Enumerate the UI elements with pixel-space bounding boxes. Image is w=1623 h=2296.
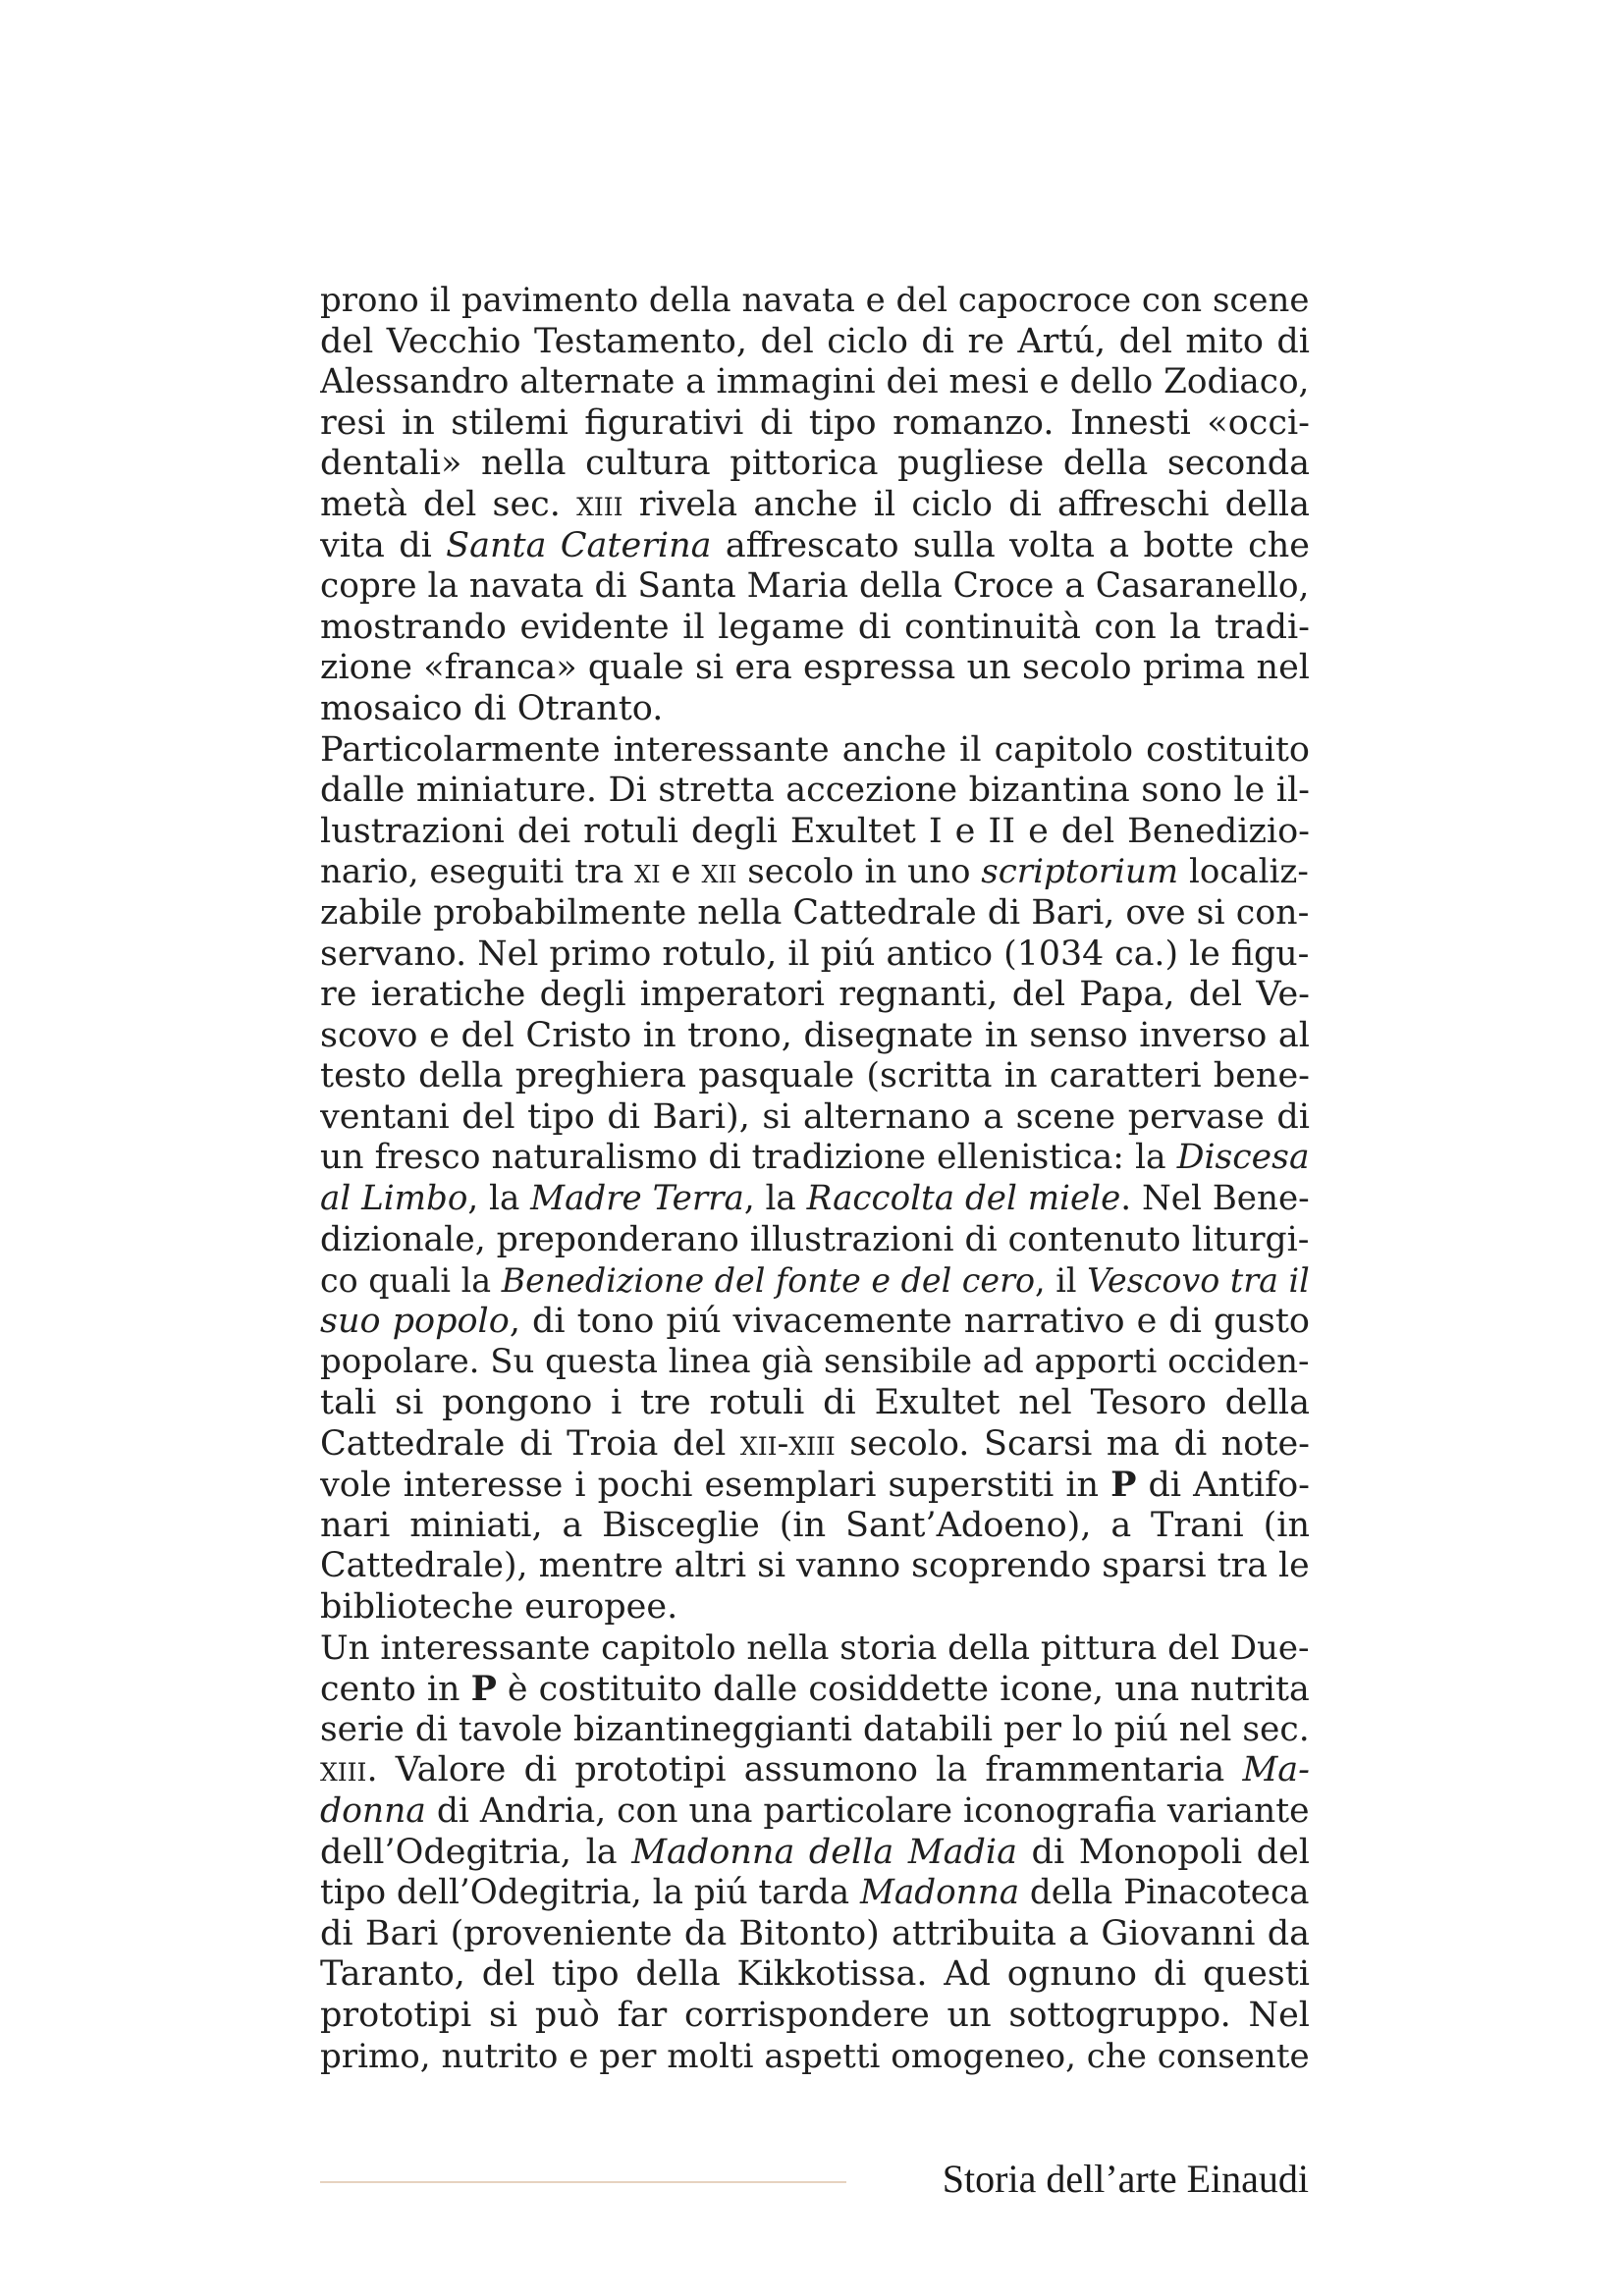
text-line (320, 1546, 1310, 1587)
text-line (320, 1342, 1310, 1383)
italic-text: Ma- (1242, 1750, 1310, 1790)
text-segment: di Andria, con una particolare iconografia variante (425, 1790, 1310, 1831)
text-line (320, 934, 1310, 976)
text-segment: copre la navata di Santa Maria della Croce a Casaranello, (320, 566, 1310, 607)
small-caps-text: xii (701, 852, 737, 892)
text-segment: è costituito dalle cosiddette icone, una nutrita (496, 1670, 1310, 1710)
text-line (320, 1056, 1310, 1097)
text-segment: e (660, 852, 702, 892)
text-segment: Un interessante capitolo nella storia della pittura del Due- (320, 1628, 1310, 1668)
text-segment: Particolarmente interessante anche il capitolo costituito (320, 729, 1310, 770)
italic-text: Vescovo tra il (1087, 1261, 1310, 1301)
small-caps-text: xi (634, 852, 661, 892)
text-line (320, 1465, 1310, 1506)
text-segment: , il (1035, 1261, 1088, 1301)
text-segment: di Bari (proveniente da Bitonto) attribuita a Giovanni da (320, 1913, 1310, 1953)
text-segment: testo della preghiera pasquale (scritta in caratteri bene- (320, 1056, 1310, 1096)
footer-rule (320, 2181, 846, 2183)
small-caps-text: xiii (576, 484, 623, 524)
text-line (320, 1383, 1310, 1424)
text-segment: metà del sec. (320, 484, 577, 524)
text-segment: nari miniati, a Bisceglie (in Sant’Adoeno), a Trani (in (320, 1505, 1310, 1545)
text-line (320, 1914, 1310, 1955)
text-segment: zione «franca» quale si era espressa un secolo prima nel (320, 648, 1310, 688)
text-line (320, 1791, 1310, 1833)
text-segment: dalle miniature. Di stretta accezione bizantina sono le il- (320, 771, 1310, 811)
text-segment: popolare. Su questa linea già sensibile ad apporti occiden- (320, 1343, 1310, 1382)
text-line (320, 1506, 1310, 1547)
text-line (320, 526, 1310, 567)
text-segment: della Pinacoteca (1019, 1873, 1310, 1913)
italic-text: Madonna (859, 1873, 1020, 1913)
text-segment: rivela anche il ciclo di affreschi della (622, 484, 1310, 524)
body-text (320, 281, 1310, 2077)
text-segment: . Valore di prototipi assumono la frammentaria (366, 1750, 1243, 1790)
text-line (320, 1220, 1310, 1261)
text-segment: localiz- (1178, 852, 1309, 892)
text-line (320, 1016, 1310, 1057)
text-segment: primo, nutrito e per molti aspetti omogeneo, che consente (320, 2036, 1310, 2076)
text-segment: un fresco naturalismo di tradizione ellenistica: la (320, 1138, 1177, 1178)
text-line (320, 362, 1310, 403)
text-line (320, 1424, 1310, 1466)
text-line (320, 1302, 1310, 1343)
text-line (320, 648, 1310, 689)
text-segment: secolo in uno (736, 852, 982, 892)
text-segment: dizionale, preponderano illustrazioni di contenuto liturgi- (320, 1219, 1310, 1259)
text-segment: dell’Odegitria, la (320, 1832, 632, 1872)
text-line (320, 608, 1310, 649)
text-segment: ventani del tipo di Bari), si alternano a scene pervase di (320, 1096, 1310, 1137)
bold-text: P (470, 1669, 497, 1710)
text-segment: biblioteche europee. (320, 1587, 678, 1627)
text-line (320, 1710, 1310, 1751)
text-line (320, 566, 1310, 608)
text-segment: di Monopoli del (1017, 1832, 1310, 1872)
text-line (320, 1873, 1310, 1914)
text-line (320, 1750, 1310, 1791)
text-segment: tali si pongono i tre rotuli di Exultet nel Tesoro della (320, 1383, 1310, 1423)
text-segment: del Vecchio Testamento, del ciclo di re Artú, del mito di (320, 321, 1310, 361)
text-line (320, 689, 1310, 730)
text-segment: , la (467, 1179, 531, 1219)
text-line (320, 1587, 1310, 1629)
text-line (320, 1629, 1310, 1670)
italic-text: scriptorium (981, 852, 1179, 892)
italic-text: Discesa (1176, 1138, 1310, 1178)
italic-text: donna (320, 1790, 426, 1831)
text-segment: nario, eseguiti tra (320, 852, 635, 892)
small-caps-text: xii-xiii (739, 1423, 836, 1464)
text-line (320, 893, 1310, 934)
text-segment: mosaico di Otranto. (320, 688, 664, 728)
text-segment: servano. Nel primo rotulo, il piú antico (1034 ca.) le figu- (320, 934, 1310, 974)
text-segment: vita di (320, 525, 447, 565)
text-segment: dentali» nella cultura pittorica pugliese della seconda (320, 444, 1310, 484)
text-line (320, 1833, 1310, 1874)
text-segment: . Nel Bene- (1120, 1179, 1310, 1219)
text-line (320, 1260, 1310, 1302)
text-line (320, 1996, 1310, 2037)
text-segment: secolo. Scarsi ma di note- (835, 1423, 1310, 1464)
italic-text: Madre Terra (530, 1179, 744, 1219)
text-line (320, 1097, 1310, 1139)
italic-text: Santa Caterina (446, 525, 712, 565)
text-segment: Alessandro alternate a immagini dei mesi e dello Zodiaco, (320, 362, 1310, 402)
text-segment: co quali la (320, 1261, 502, 1301)
text-line (320, 1138, 1310, 1179)
text-line (320, 322, 1310, 363)
text-segment: zabile probabilmente nella Cattedrale di Bari, ove si con- (320, 892, 1310, 933)
text-line (320, 771, 1310, 812)
text-segment: Cattedrale di Troia del (320, 1423, 740, 1464)
italic-text: Raccolta del miele (806, 1179, 1121, 1219)
text-segment: mostrando evidente il legame di continuità con la tradi- (320, 607, 1310, 647)
text-line (320, 1179, 1310, 1220)
text-segment: cento in (320, 1670, 471, 1710)
text-line (320, 1669, 1310, 1710)
text-segment: Taranto, del tipo della Kikkotissa. Ad ognuno di questi (320, 1954, 1310, 1995)
text-line (320, 1954, 1310, 1996)
text-line (320, 444, 1310, 485)
text-segment: resi in stilemi figurativi di tipo romanzo. Innesti «occi- (320, 402, 1310, 443)
text-segment: , di tono piú vivacemente narrativo e di gusto (509, 1301, 1310, 1341)
text-segment: prototipi si può far corrispondere un sottogruppo. Nel (320, 1995, 1310, 2035)
text-segment: serie di tavole bizantineggianti databili per lo piú nel sec. (320, 1709, 1310, 1749)
text-line (320, 2037, 1310, 2078)
italic-text: Benedizione del fonte e del cero (501, 1261, 1036, 1301)
text-segment: vole interesse i pochi esemplari superstiti in (320, 1466, 1111, 1506)
text-segment: Cattedrale), mentre altri si vanno scoprendo sparsi tra le (320, 1546, 1310, 1586)
italic-text: suo popolo (320, 1301, 510, 1341)
italic-text: al Limbo (320, 1179, 468, 1219)
footer-title: Storia dell’arte Einaudi (942, 2157, 1309, 2201)
text-segment: affrescato sulla volta a botte che (711, 525, 1310, 565)
text-line (320, 403, 1310, 445)
bold-text: P (1110, 1465, 1137, 1506)
italic-text: Madonna della Madia (631, 1832, 1017, 1872)
text-line (320, 812, 1310, 853)
text-segment: scovo e del Cristo in trono, disegnate in senso inverso al (320, 1015, 1310, 1055)
text-segment: re ieratiche degli imperatori regnanti, del Papa, del Ve- (320, 975, 1310, 1015)
text-line (320, 485, 1310, 526)
text-segment: tipo dell’Odegitria, la piú tarda (320, 1873, 860, 1913)
text-segment: , la (743, 1179, 807, 1219)
text-line (320, 730, 1310, 772)
text-segment: di Antifo- (1136, 1466, 1310, 1506)
text-line (320, 975, 1310, 1016)
small-caps-text: xiii (320, 1750, 367, 1790)
text-segment: prono il pavimento della navata e del capocroce con scene (320, 281, 1310, 320)
text-segment: lustrazioni dei rotuli degli Exultet I e II e del Benedizio- (320, 811, 1310, 851)
text-line (320, 281, 1310, 322)
text-line (320, 852, 1310, 893)
